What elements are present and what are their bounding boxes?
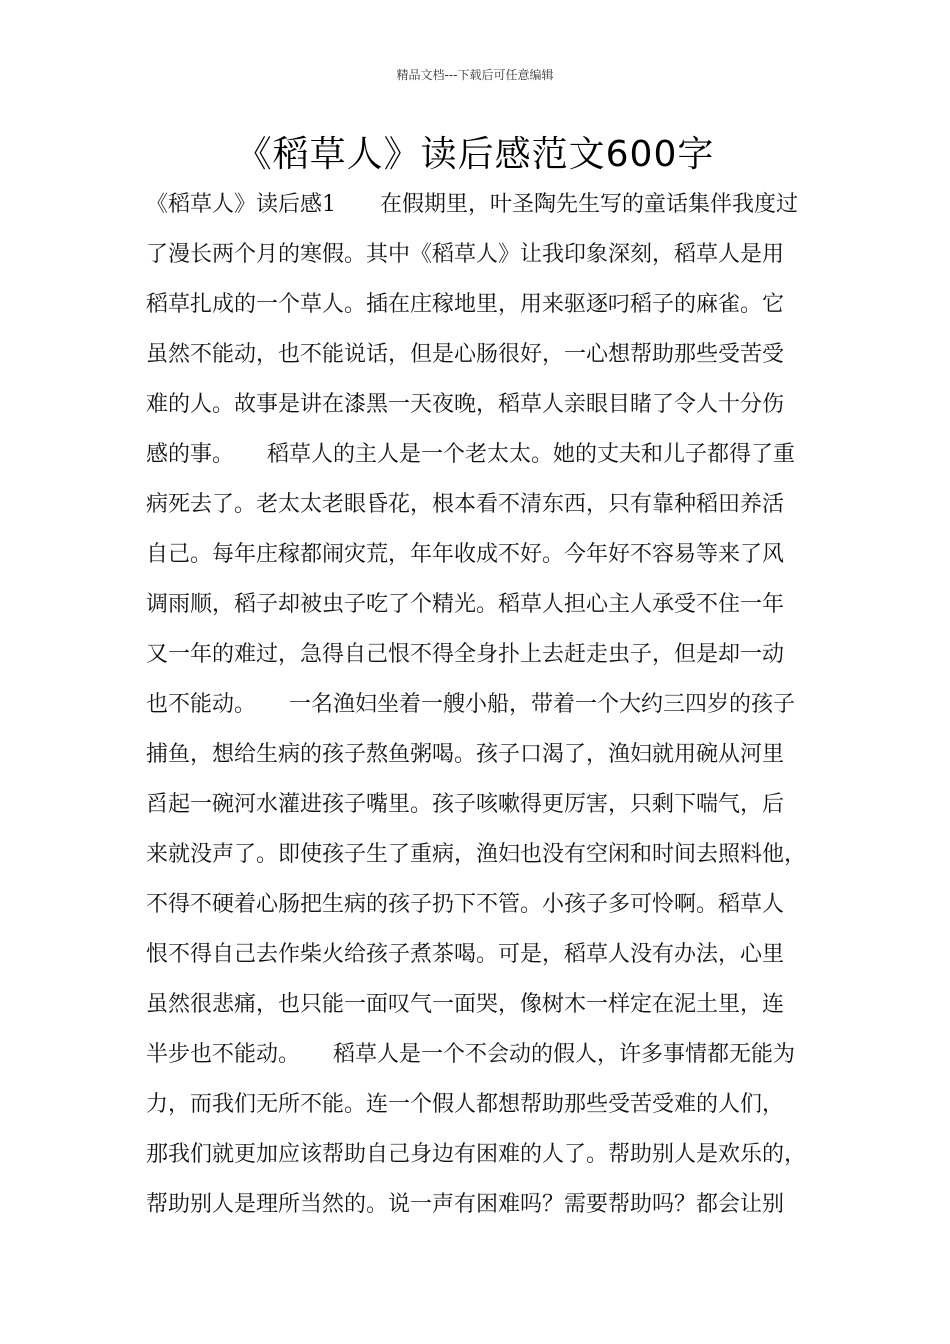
text-line: 又一年的难过，急得自己恨不得全身扑上去赶走虫子，但是却一动 — [146, 642, 785, 667]
header-note: 精品文档---下载后可任意编辑 — [396, 68, 554, 82]
text-line: 虽然很悲痛，也只能一面叹气一面哭，像树木一样定在泥土里，连 — [146, 992, 785, 1017]
text-line: 也不能动。 一名渔妇坐着一艘小船，带着一个大约三四岁的孩子 — [146, 692, 796, 717]
text-line: 来就没声了。即使孩子生了重病，渔妇也没有空闲和时间去照料他， — [146, 842, 807, 867]
text-line: 不得不硬着心肠把生病的孩子扔下不管。小孩子多可怜啊。稻草人 — [146, 892, 785, 917]
text-line: 感的事。 稻草人的主人是一个老太太。她的丈夫和儿子都得了重 — [146, 442, 796, 467]
text-line: 自己。每年庄稼都闹灾荒，年年收成不好。今年好不容易等来了风 — [146, 542, 785, 567]
text-line: 帮助别人是理所当然的。说一声有困难吗？需要帮助吗？都会让别 — [146, 1192, 785, 1217]
text-line: 力，而我们无所不能。连一个假人都想帮助那些受苦受难的人们， — [146, 1092, 785, 1117]
text-line: 难的人。故事是讲在漆黑一天夜晚，稻草人亲眼目睹了令人十分伤 — [146, 392, 785, 417]
text-line: 捕鱼，想给生病的孩子熬鱼粥喝。孩子口渴了，渔妇就用碗从河里 — [146, 742, 785, 767]
text-line: 《稻草人》读后感1 在假期里，叶圣陶先生写的童话集伴我度过 — [146, 192, 798, 217]
text-line: 舀起一碗河水灌进孩子嘴里。孩子咳嗽得更厉害，只剩下喘气，后 — [146, 792, 785, 817]
text-line: 稻草扎成的一个草人。插在庄稼地里，用来驱逐叼稻子的麻雀。它 — [146, 292, 785, 317]
text-line: 半步也不能动。 稻草人是一个不会动的假人，许多事情都无能为 — [146, 1042, 796, 1067]
text-line: 了漫长两个月的寒假。其中《稻草人》让我印象深刻，稻草人是用 — [146, 242, 785, 267]
text-line: 那我们就更加应该帮助自己身边有困难的人了。帮助别人是欢乐的， — [146, 1142, 807, 1167]
text-line: 病死去了。老太太老眼昏花，根本看不清东西，只有靠种稻田养活 — [146, 492, 785, 517]
document-title: 《稻草人》读后感范文600字 — [235, 134, 715, 175]
text-line: 调雨顺，稻子却被虫子吃了个精光。稻草人担心主人承受不住一年 — [146, 592, 785, 617]
text-line: 虽然不能动，也不能说话，但是心肠很好，一心想帮助那些受苦受 — [146, 342, 785, 367]
document-body — [146, 180, 836, 1230]
text-line: 恨不得自己去作柴火给孩子煮茶喝。可是，稻草人没有办法，心里 — [146, 942, 785, 967]
